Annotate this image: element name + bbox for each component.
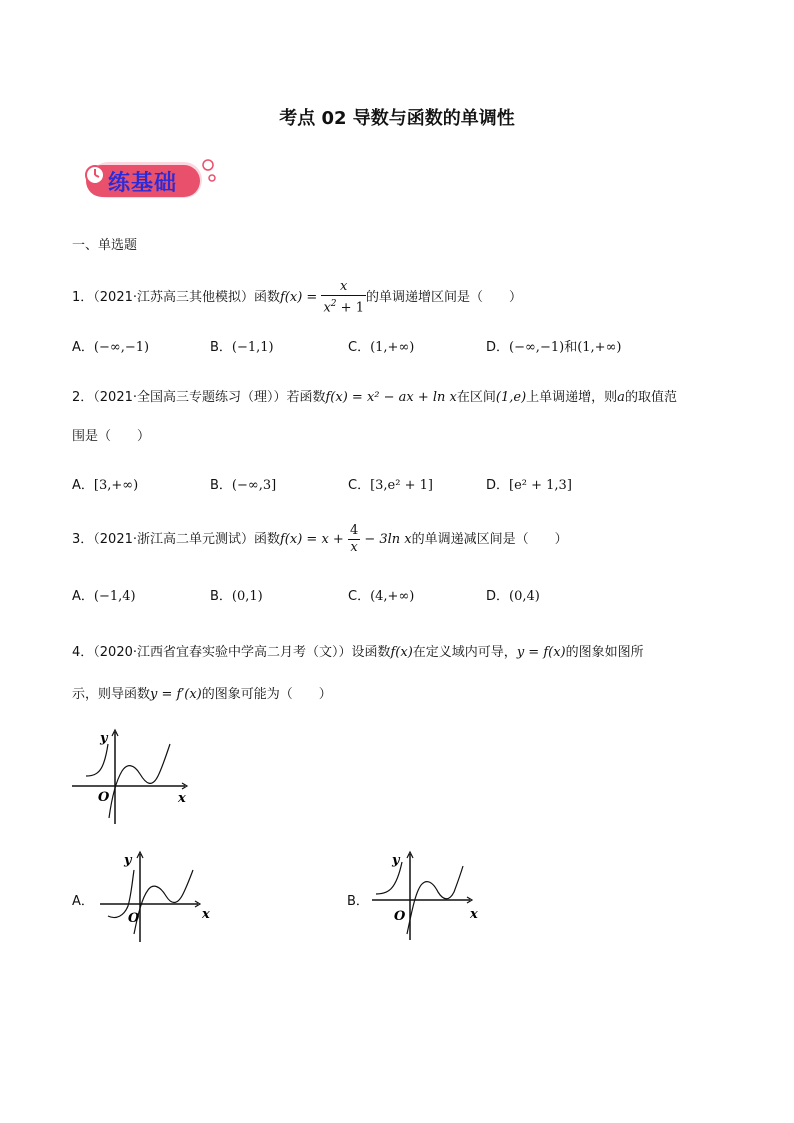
q1-option-c[interactable]: C．(1,+∞) [348,340,415,355]
q3-fraction: $\frac{4}{x}$ [349,523,359,555]
question-3: 3．（2021·浙江高二单元测试）函数f(x) = x + $\frac{4}{x}$ − 3ln x的单调递减区间是（ ） [72,523,568,555]
q2-option-a[interactable]: A．[3,+∞) [72,478,139,493]
svg-text:y: y [124,853,132,868]
q1-tail: 的单调递增区间是（ ） [365,290,522,305]
q3-option-a[interactable]: A．(−1,4) [72,589,136,604]
svg-text:x: x [202,907,210,922]
q1-fx: f(x) = [280,290,322,305]
q2-expr: f(x) = x² − ax + ln x [325,390,457,405]
q4-option-b-graph[interactable] [370,848,490,944]
svg-text:O: O [394,909,406,924]
q1-option-a[interactable]: A．(−∞,−1) [72,340,150,355]
q4-option-b-label[interactable]: B． [347,894,369,909]
svg-text:x: x [178,791,186,806]
q1-fraction: $\frac{x}{x^2 + 1}$ [323,278,364,316]
q2-option-d[interactable]: D．[e² + 1,3] [486,478,572,493]
q3-option-d[interactable]: D．(0,4) [486,589,540,604]
q3-option-c[interactable]: C．(4,+∞) [348,589,415,604]
svg-text:y: y [100,731,108,746]
svg-text:O: O [128,911,140,926]
svg-text:O: O [98,790,110,805]
q2-option-c[interactable]: C．[3,e² + 1] [348,478,433,493]
q3-option-b[interactable]: B．(0,1) [210,589,263,604]
question-4: 4．（2020·江西省宜春实验中学高二月考（文））设函数f(x)在定义域内可导，y = f(x)的图象如图所 [72,645,644,660]
badge-text: 练基础 [108,171,178,196]
q4-option-a-graph[interactable] [98,848,218,944]
page-title: 考点 02 导数与函数的单调性 [279,108,515,129]
question-2: 2．（2021·全国高三专题练习（理））若函数f(x) = x² − ax + ln x在区间(1,e)上单调递增，则a的取值范 [72,390,677,405]
q1-lead: 1．（2021·江苏高三其他模拟）函数 [72,290,280,305]
question-4-line2: 示，则导函数y = f′(x)的图象可能为（ ） [72,687,332,702]
q1-option-b[interactable]: B．(−1,1) [210,340,274,355]
question-1 [72,278,522,318]
q2-interval: (1,e) [495,390,527,405]
section-heading: 一、单选题 [72,238,138,253]
q4-option-a-label[interactable]: A． [72,894,94,909]
q1-option-d[interactable]: D．(−∞,−1)和(1,+∞) [486,340,622,355]
q4-main-graph [70,726,200,826]
question-2-line2: 围是（ ） [72,429,151,444]
badge-lian-jichu [82,156,222,206]
svg-text:y: y [392,853,400,868]
q2-option-b[interactable]: B．(−∞,3] [210,478,277,493]
svg-text:x: x [470,907,478,922]
